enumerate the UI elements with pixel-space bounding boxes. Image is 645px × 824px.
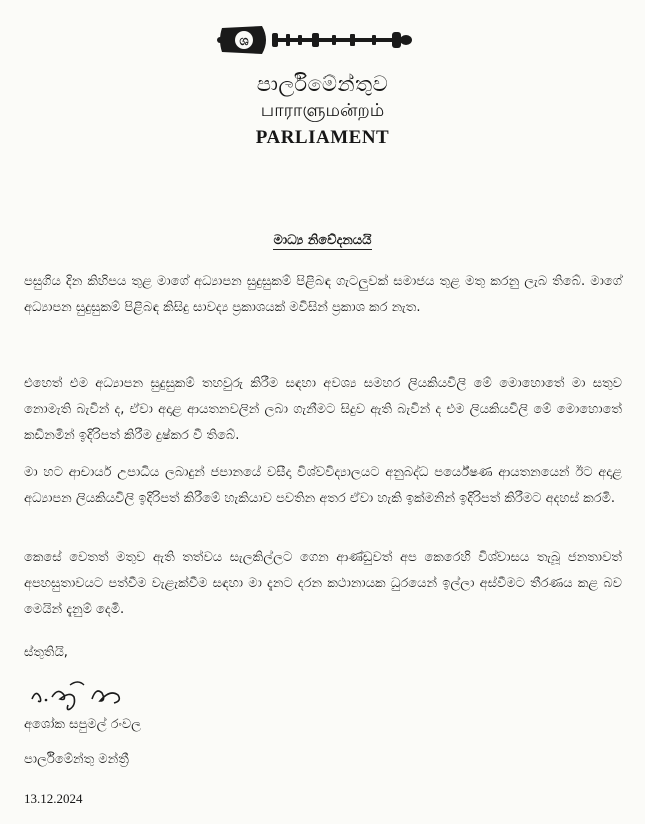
- document-heading-text: මාධ්‍ය නිවේදනයයි: [273, 233, 372, 248]
- paragraph-2: එහෙත් එම අධ්‍යාපන සුදුසුකම් තහවුරු කිරීම සඳහා අවශ්‍ය සමහර ලියකියවිලි මේ මොහොතේ මා සතුව නොමැති බැවින් ද, ඒවා අදාළ ආයතනවලින් ලබා ගැනීමට සිදුව ඇති බැවින් ද එම ලියකියවිලි මේ මොහොතේ කඩිනමින් ඉදිරිපත් කිරීම දුෂ්කර වී තිබේ.: [24, 376, 622, 443]
- signer-name: අශෝක සපුමල් රංවල: [24, 717, 142, 732]
- handwritten-signature: [26, 675, 136, 713]
- paragraph-1: පසුගිය දින කිහිපය තුළ මාගේ අධ්‍යාපන සුදුසුකම් පිළිබඳ ගැටලුවක් සමාජය තුළ මතු කරනු ලැබ තිබේ. මාගේ අධ්‍යාපන සුදුසුකම් පිළිබඳ කිසිදු සාවද්‍ය ප්‍රකාශයක් මවිසින් ප්‍රකාශ කර නැත.: [24, 274, 622, 315]
- letterhead-title-sinhala: පාර්ලිමේන්තුව: [256, 72, 389, 96]
- letterhead-title-tamil: பாராளுமன்றம்: [260, 100, 385, 121]
- document-date: 13.12.2024: [24, 791, 83, 806]
- document-heading: [0, 233, 645, 248]
- svg-text:ශ: ශ: [239, 34, 249, 49]
- paragraph-4: කෙසේ වෙතත් මතුව ඇති තත්වය සැලකිල්ලට ගෙන ආණ්ඩුවත් අප කෙරෙහි විශ්වාසය තැබූ ජනතාවත් අපහසුතාවයට පත්වීම වැළැක්වීම සඳහා මා දැනට දරන කථානායක ධුරයෙන් ඉල්ලා අස්වීමට තීරණය කළ බව මෙයින් දැනුම් දෙමි.: [24, 550, 622, 617]
- paragraph-3: මා හට ආචාර්ය උපාධිය ලබාදුන් ජපානයේ වසීදා විශ්වවිද්‍යාලයට අනුබද්ධ පර්යේෂණ ආයතනයෙන් ඊට අදාළ අධ්‍යාපන ලියකියවිලි ඉදිරිපත් කිරීමේ හැකියාව පවතින අතර ඒවා හැකි ඉක්මනින් ඉදිරිපත් කිරීමට අදහස් කරමි.: [24, 465, 622, 506]
- signer-title: පාර්ලිමේන්තු මන්ත්‍රී: [24, 752, 129, 767]
- closing-salutation: ස්තුතියි,: [24, 645, 68, 660]
- letterhead-title-english: PARLIAMENT: [255, 127, 390, 148]
- parliament-mace-icon: [212, 22, 417, 58]
